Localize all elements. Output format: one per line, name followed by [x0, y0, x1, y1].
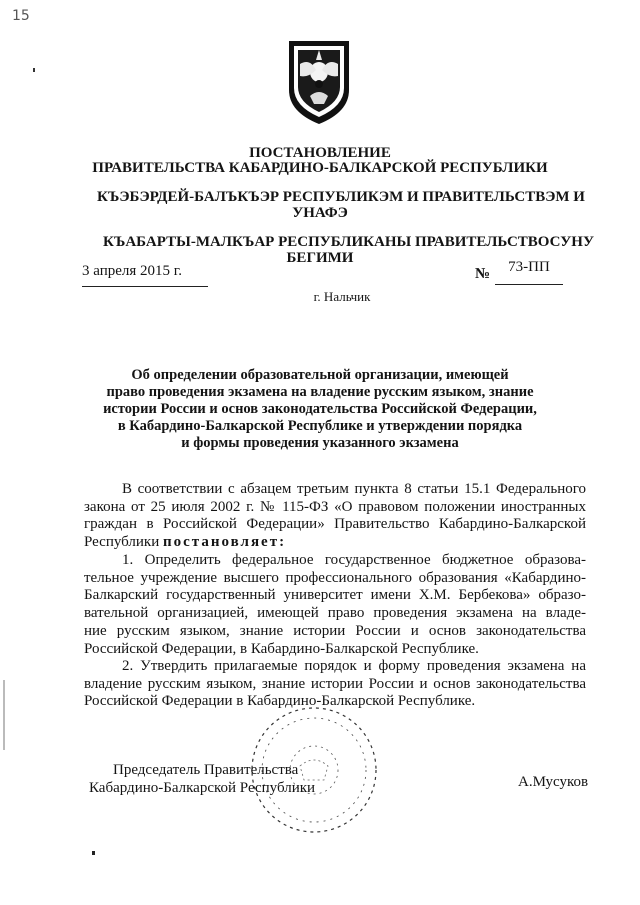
- subject-line: Об определении образовательной организации, имеющей: [131, 367, 509, 383]
- document-title: ПОСТАНОВЛЕНИЕ: [249, 145, 391, 161]
- number-label: №: [475, 266, 491, 282]
- subject-line: и формы проведения указанного экзамена: [181, 435, 459, 451]
- subject-line: право проведения экзамена на владение русским языком, знание: [106, 384, 534, 400]
- preamble-line: Республики: [84, 534, 160, 551]
- government-subtitle: ПРАВИТЕЛЬСТВА КАБАРДИНО-БАЛКАРСКОЙ РЕСПУБЛИКИ: [92, 160, 548, 176]
- title-karachay-line1: КЪАБАРТЫ-МАЛКЪАР РЕСПУБЛИКАНЫ ПРАВИТЕЛЬСТВОСУНУ: [103, 234, 594, 250]
- item-2-line: владение русским языком, знание истории России и основ законодательства: [84, 675, 586, 692]
- document-date: 3 апреля 2015 г.: [82, 263, 208, 287]
- item-1-line: тельное учреждение высшего профессионального образования «Кабардино-: [84, 569, 586, 586]
- item-1-line: Российской Федерации, в Кабардино-Балкарской Республике.: [84, 640, 479, 657]
- title-kabardian-line2: УНАФЭ: [292, 205, 348, 221]
- item-2-line: 2. Утвердить прилагаемые порядок и форму проведения экзамена на: [122, 658, 586, 674]
- coat-of-arms-emblem-icon: [286, 38, 352, 126]
- preamble-line: В соответствии с абзацем третьим пункта 8 статьи 15.1 Федерального: [122, 481, 586, 497]
- item-1-paragraph: [84, 552, 586, 658]
- signatory-position-line1: Председатель Правительства: [113, 762, 299, 778]
- handwritten-page-number: 15: [12, 8, 30, 24]
- signatory-position-line2: Кабардино-Балкарской Республики: [89, 780, 316, 796]
- item-2-line: Российской Федерации в Кабардино-Балкарской Республике.: [84, 693, 476, 710]
- margin-mark: [33, 68, 35, 72]
- preamble-line: граждан в Российской Федерации» Правительство Кабардино-Балкарской: [84, 516, 586, 533]
- document-number: 73-ПП: [495, 259, 563, 285]
- item-1-line: ние русским языком, знание истории России и основ законодательства: [84, 622, 586, 639]
- preamble-line: закона от 25 июля 2002 г. № 115-ФЗ «О правовом положении иностранных: [84, 498, 586, 515]
- title-karachay-line2: БЕГИМИ: [286, 250, 354, 266]
- subject-line: истории России и основ законодательства Российской Федерации,: [103, 401, 537, 417]
- title-kabardian-line1: КЪЭБЭРДЕЙ-БАЛЪКЪЭР РЕСПУБЛИКЭМ И ПРАВИТЕЛЬСТВЭМ И: [97, 189, 585, 205]
- margin-mark: [92, 851, 95, 855]
- item-1-line: вательной организацией, имеющей право проведения экзамена на владе-: [84, 605, 586, 622]
- city: г. Нальчик: [313, 289, 371, 304]
- signatory-name: А.Мусуков: [518, 774, 589, 790]
- item-1-line: 1. Определить федеральное государственное бюджетное образова-: [122, 552, 586, 568]
- margin-mark: [3, 680, 5, 750]
- preamble-paragraph: [84, 481, 586, 552]
- item-1-line: Балкарский государственный университет имени Х.М. Бербекова» образо-: [84, 587, 586, 604]
- decree-word: постановляет:: [163, 534, 287, 551]
- subject-line: в Кабардино-Балкарской Республике и утверждении порядка: [117, 418, 523, 434]
